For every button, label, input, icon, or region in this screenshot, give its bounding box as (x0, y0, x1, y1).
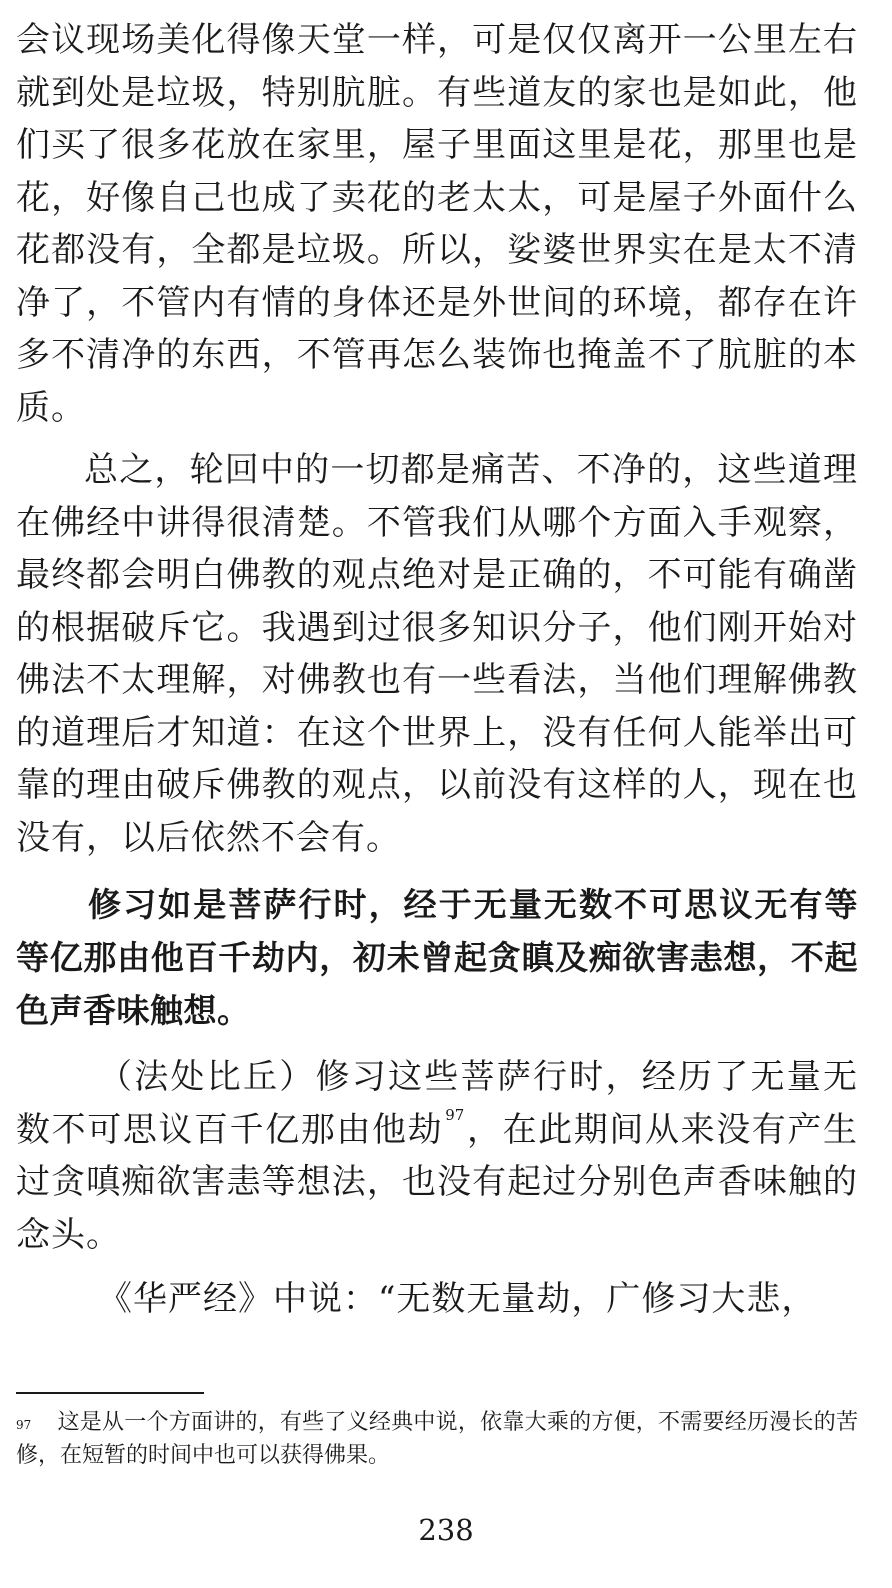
body-paragraph-1: 会议现场美化得像天堂一样，可是仅仅离开一公里左右就到处是垃圾，特别肮脏。有些道友的家也是如此，他们买了很多花放在家里，屋子里面这里是花，那里也是花，好像自己也成了卖花的老太太，可是屋子外面什么花都没有，全都是垃圾。所以，娑婆世界实在是太不清净了，不管内有情的身体还是外世间的环境，都存在许多不清净的东西，不管再怎么装饰也掩盖不了肮脏的本质。 (16, 20, 858, 428)
page-number: 238 (418, 1513, 474, 1547)
sutra-quote: 修习如是菩萨行时，经于无量无数不可思议无有等等亿那由他百千劫内，初未曾起贪瞋及痴欲害恚想，不起色声香味触想。 (16, 885, 858, 1030)
page-body (16, 14, 858, 1326)
footnote-number: 97 (16, 1418, 32, 1432)
footnote-divider (16, 1392, 204, 1394)
footnote-text: 这是从一个方面讲的，有些了义经典中说，依靠大乘的方便，不需要经历漫长的苦修，在短暂的时间中也可以获得佛果。 (16, 1410, 858, 1468)
body-paragraph-3 (16, 1051, 858, 1261)
paragraph-3-text-after-ref: ，在此期间从来没有产生过贪嗔痴欲害恚等想法，也没有起过分别色声香味触的念头。 (16, 1109, 859, 1255)
body-paragraph-2: 总之，轮回中的一切都是痛苦、不净的，这些道理在佛经中讲得很清楚。不管我们从哪个方面入手观察，最终都会明白佛教的观点绝对是正确的，不可能有确凿的根据破斥它。我遇到过很多知识分子，他们刚开始对佛法不太理解，对佛教也有一些看法，当他们理解佛教的道理后才知道：在这个世界上，没有任何人能举出可靠的理由破斥佛教的观点，以前没有这样的人，现在也没有，以后依然不会有。 (16, 450, 858, 858)
body-paragraph-4: 《华严经》中说：“无数无量劫，广修习大悲， (98, 1279, 817, 1319)
footnote (16, 1406, 858, 1472)
paragraph-3-text-before-ref: （法处比丘）修习这些菩萨行时，经历了无量无数不可思议百千亿那由他劫 (16, 1057, 858, 1150)
footnote-reference: 97 (445, 1105, 465, 1124)
